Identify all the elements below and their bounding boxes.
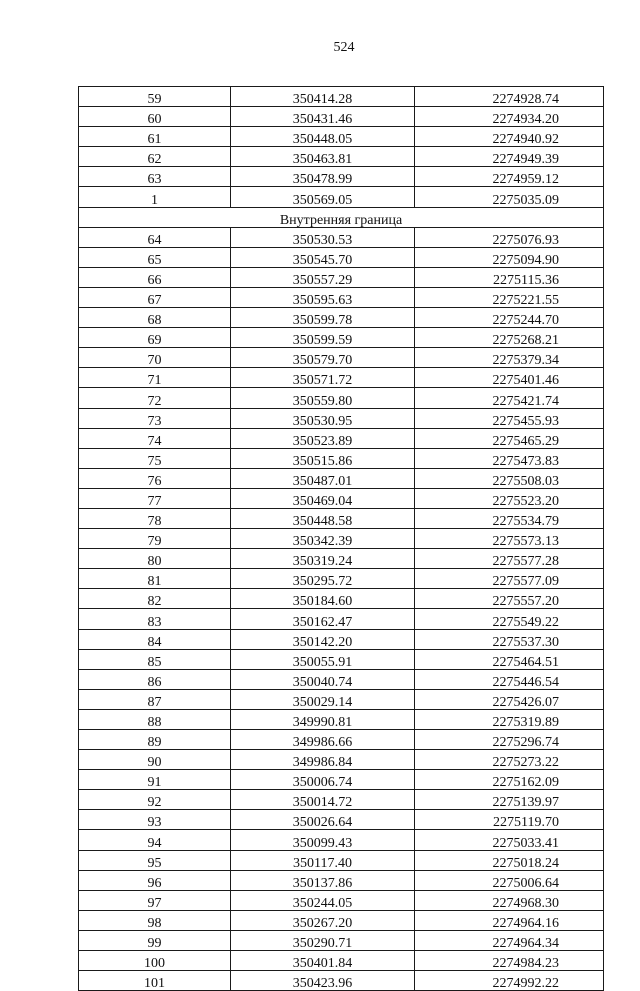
x-coordinate-cell: 349986.66 bbox=[231, 730, 415, 750]
point-number-cell: 98 bbox=[79, 910, 231, 930]
x-coordinate-cell: 350478.99 bbox=[231, 167, 415, 187]
y-coordinate-cell: 2275465.29 bbox=[415, 428, 604, 448]
point-number-cell: 93 bbox=[79, 810, 231, 830]
y-coordinate-cell: 2275421.74 bbox=[415, 388, 604, 408]
point-number-cell: 74 bbox=[79, 428, 231, 448]
point-number-cell: 92 bbox=[79, 790, 231, 810]
point-number-cell: 63 bbox=[79, 167, 231, 187]
x-coordinate-cell: 350142.20 bbox=[231, 629, 415, 649]
y-coordinate-cell: 2275221.55 bbox=[415, 287, 604, 307]
x-coordinate-cell: 349986.84 bbox=[231, 750, 415, 770]
point-number-cell: 61 bbox=[79, 127, 231, 147]
x-coordinate-cell: 350162.47 bbox=[231, 609, 415, 629]
x-coordinate-cell: 350530.95 bbox=[231, 408, 415, 428]
table-row bbox=[79, 267, 604, 287]
y-coordinate-cell: 2275557.20 bbox=[415, 589, 604, 609]
x-coordinate-cell: 350099.43 bbox=[231, 830, 415, 850]
y-coordinate-cell: 2275523.20 bbox=[415, 488, 604, 508]
point-number-cell: 84 bbox=[79, 629, 231, 649]
point-number-cell: 69 bbox=[79, 328, 231, 348]
x-coordinate-cell: 350571.72 bbox=[231, 368, 415, 388]
y-coordinate-cell: 2274964.34 bbox=[415, 930, 604, 950]
x-coordinate-cell: 350515.86 bbox=[231, 448, 415, 468]
y-coordinate-cell: 2275573.13 bbox=[415, 529, 604, 549]
x-coordinate-cell: 350569.05 bbox=[231, 187, 415, 207]
y-coordinate-cell: 2275076.93 bbox=[415, 227, 604, 247]
table-row bbox=[79, 408, 604, 428]
x-coordinate-cell: 350599.59 bbox=[231, 328, 415, 348]
table-row bbox=[79, 468, 604, 488]
point-number-cell: 100 bbox=[79, 951, 231, 971]
x-coordinate-cell: 350557.29 bbox=[231, 267, 415, 287]
table-row bbox=[79, 287, 604, 307]
y-coordinate-cell: 2274992.22 bbox=[415, 971, 604, 991]
table-row bbox=[79, 107, 604, 127]
table-row bbox=[79, 649, 604, 669]
point-number-cell: 79 bbox=[79, 529, 231, 549]
x-coordinate-cell: 350545.70 bbox=[231, 247, 415, 267]
y-coordinate-cell: 2275537.30 bbox=[415, 629, 604, 649]
table-row bbox=[79, 669, 604, 689]
section-header-body bbox=[79, 207, 604, 227]
table-row bbox=[79, 348, 604, 368]
point-number-cell: 71 bbox=[79, 368, 231, 388]
point-number-cell: 65 bbox=[79, 247, 231, 267]
y-coordinate-cell: 2274959.12 bbox=[415, 167, 604, 187]
y-coordinate-cell: 2275119.70 bbox=[415, 810, 604, 830]
point-number-cell: 99 bbox=[79, 930, 231, 950]
y-coordinate-cell: 2275018.24 bbox=[415, 850, 604, 870]
point-number-cell: 88 bbox=[79, 709, 231, 729]
y-coordinate-cell: 2275473.83 bbox=[415, 448, 604, 468]
section-title: Внутренняя граница bbox=[79, 207, 604, 227]
y-coordinate-cell: 2275426.07 bbox=[415, 689, 604, 709]
table-row bbox=[79, 549, 604, 569]
point-number-cell: 94 bbox=[79, 830, 231, 850]
table-row bbox=[79, 388, 604, 408]
point-number-cell: 95 bbox=[79, 850, 231, 870]
x-coordinate-cell: 350469.04 bbox=[231, 488, 415, 508]
x-coordinate-cell: 350579.70 bbox=[231, 348, 415, 368]
table-row bbox=[79, 830, 604, 850]
y-coordinate-cell: 2275268.21 bbox=[415, 328, 604, 348]
y-coordinate-cell: 2275455.93 bbox=[415, 408, 604, 428]
table-row bbox=[79, 689, 604, 709]
x-coordinate-cell: 350448.58 bbox=[231, 508, 415, 528]
y-coordinate-cell: 2274940.92 bbox=[415, 127, 604, 147]
x-coordinate-cell: 350295.72 bbox=[231, 569, 415, 589]
table-row bbox=[79, 569, 604, 589]
y-coordinate-cell: 2275033.41 bbox=[415, 830, 604, 850]
y-coordinate-cell: 2275549.22 bbox=[415, 609, 604, 629]
table-row bbox=[79, 750, 604, 770]
point-number-cell: 60 bbox=[79, 107, 231, 127]
y-coordinate-cell: 2274968.30 bbox=[415, 890, 604, 910]
x-coordinate-cell: 350431.46 bbox=[231, 107, 415, 127]
table-row bbox=[79, 448, 604, 468]
x-coordinate-cell: 350595.63 bbox=[231, 287, 415, 307]
y-coordinate-cell: 2275446.54 bbox=[415, 669, 604, 689]
table-row bbox=[79, 930, 604, 950]
point-number-cell: 67 bbox=[79, 287, 231, 307]
y-coordinate-cell: 2274984.23 bbox=[415, 951, 604, 971]
table-row bbox=[79, 87, 604, 107]
table-row bbox=[79, 187, 604, 207]
y-coordinate-cell: 2275296.74 bbox=[415, 730, 604, 750]
y-coordinate-cell: 2274928.74 bbox=[415, 87, 604, 107]
x-coordinate-cell: 350290.71 bbox=[231, 930, 415, 950]
table-row bbox=[79, 529, 604, 549]
y-coordinate-cell: 2275162.09 bbox=[415, 770, 604, 790]
y-coordinate-cell: 2275577.09 bbox=[415, 569, 604, 589]
y-coordinate-cell: 2275094.90 bbox=[415, 247, 604, 267]
y-coordinate-cell: 2274934.20 bbox=[415, 107, 604, 127]
x-coordinate-cell: 350029.14 bbox=[231, 689, 415, 709]
table-row bbox=[79, 629, 604, 649]
point-number-cell: 70 bbox=[79, 348, 231, 368]
x-coordinate-cell: 350006.74 bbox=[231, 770, 415, 790]
table-row bbox=[79, 870, 604, 890]
point-number-cell: 77 bbox=[79, 488, 231, 508]
table-row bbox=[79, 368, 604, 388]
table-body-outer bbox=[79, 87, 604, 208]
y-coordinate-cell: 2275115.36 bbox=[415, 267, 604, 287]
point-number-cell: 86 bbox=[79, 669, 231, 689]
x-coordinate-cell: 350414.28 bbox=[231, 87, 415, 107]
point-number-cell: 101 bbox=[79, 971, 231, 991]
x-coordinate-cell: 350026.64 bbox=[231, 810, 415, 830]
table-row bbox=[79, 730, 604, 750]
point-number-cell: 66 bbox=[79, 267, 231, 287]
table-row bbox=[79, 971, 604, 991]
point-number-cell: 90 bbox=[79, 750, 231, 770]
x-coordinate-cell: 350559.80 bbox=[231, 388, 415, 408]
table-row bbox=[79, 709, 604, 729]
table-row bbox=[79, 508, 604, 528]
x-coordinate-cell: 350423.96 bbox=[231, 971, 415, 991]
x-coordinate-cell: 350267.20 bbox=[231, 910, 415, 930]
x-coordinate-cell: 350055.91 bbox=[231, 649, 415, 669]
point-number-cell: 97 bbox=[79, 890, 231, 910]
point-number-cell: 64 bbox=[79, 227, 231, 247]
x-coordinate-cell: 350137.86 bbox=[231, 870, 415, 890]
table-row bbox=[79, 147, 604, 167]
point-number-cell: 81 bbox=[79, 569, 231, 589]
y-coordinate-cell: 2275508.03 bbox=[415, 468, 604, 488]
y-coordinate-cell: 2275464.51 bbox=[415, 649, 604, 669]
table-body-inner bbox=[79, 227, 604, 991]
y-coordinate-cell: 2275401.46 bbox=[415, 368, 604, 388]
y-coordinate-cell: 2275534.79 bbox=[415, 508, 604, 528]
table-row bbox=[79, 227, 604, 247]
table-row bbox=[79, 609, 604, 629]
point-number-cell: 83 bbox=[79, 609, 231, 629]
table-row bbox=[79, 589, 604, 609]
x-coordinate-cell: 349990.81 bbox=[231, 709, 415, 729]
page-number: 524 bbox=[333, 40, 355, 55]
table-row bbox=[79, 247, 604, 267]
section-header-row bbox=[79, 207, 604, 227]
point-number-cell: 82 bbox=[79, 589, 231, 609]
table-row bbox=[79, 328, 604, 348]
y-coordinate-cell: 2275006.64 bbox=[415, 870, 604, 890]
point-number-cell: 89 bbox=[79, 730, 231, 750]
point-number-cell: 85 bbox=[79, 649, 231, 669]
point-number-cell: 80 bbox=[79, 549, 231, 569]
y-coordinate-cell: 2275244.70 bbox=[415, 308, 604, 328]
y-coordinate-cell: 2274964.16 bbox=[415, 910, 604, 930]
table-row bbox=[79, 810, 604, 830]
table-row bbox=[79, 488, 604, 508]
y-coordinate-cell: 2275379.34 bbox=[415, 348, 604, 368]
x-coordinate-cell: 350342.39 bbox=[231, 529, 415, 549]
table-row bbox=[79, 127, 604, 147]
x-coordinate-cell: 350117.40 bbox=[231, 850, 415, 870]
x-coordinate-cell: 350184.60 bbox=[231, 589, 415, 609]
table-row bbox=[79, 890, 604, 910]
point-number-cell: 59 bbox=[79, 87, 231, 107]
y-coordinate-cell: 2275577.28 bbox=[415, 549, 604, 569]
point-number-cell: 96 bbox=[79, 870, 231, 890]
y-coordinate-cell: 2275273.22 bbox=[415, 750, 604, 770]
x-coordinate-cell: 350319.24 bbox=[231, 549, 415, 569]
point-number-cell: 75 bbox=[79, 448, 231, 468]
point-number-cell: 62 bbox=[79, 147, 231, 167]
point-number-cell: 72 bbox=[79, 388, 231, 408]
y-coordinate-cell: 2274949.39 bbox=[415, 147, 604, 167]
point-number-cell: 91 bbox=[79, 770, 231, 790]
table-row bbox=[79, 951, 604, 971]
x-coordinate-cell: 350448.05 bbox=[231, 127, 415, 147]
point-number-cell: 73 bbox=[79, 408, 231, 428]
x-coordinate-cell: 350244.05 bbox=[231, 890, 415, 910]
x-coordinate-cell: 350401.84 bbox=[231, 951, 415, 971]
table-row bbox=[79, 790, 604, 810]
point-number-cell: 76 bbox=[79, 468, 231, 488]
table-row bbox=[79, 910, 604, 930]
point-number-cell: 87 bbox=[79, 689, 231, 709]
x-coordinate-cell: 350523.89 bbox=[231, 428, 415, 448]
y-coordinate-cell: 2275319.89 bbox=[415, 709, 604, 729]
x-coordinate-cell: 350599.78 bbox=[231, 308, 415, 328]
table-row bbox=[79, 428, 604, 448]
point-number-cell: 78 bbox=[79, 508, 231, 528]
table-row bbox=[79, 770, 604, 790]
point-number-cell: 68 bbox=[79, 308, 231, 328]
x-coordinate-cell: 350487.01 bbox=[231, 468, 415, 488]
x-coordinate-cell: 350040.74 bbox=[231, 669, 415, 689]
table-row bbox=[79, 308, 604, 328]
coordinates-table bbox=[78, 86, 604, 991]
y-coordinate-cell: 2275035.09 bbox=[415, 187, 604, 207]
x-coordinate-cell: 350530.53 bbox=[231, 227, 415, 247]
x-coordinate-cell: 350463.81 bbox=[231, 147, 415, 167]
table-row bbox=[79, 850, 604, 870]
table-row bbox=[79, 167, 604, 187]
y-coordinate-cell: 2275139.97 bbox=[415, 790, 604, 810]
x-coordinate-cell: 350014.72 bbox=[231, 790, 415, 810]
point-number-cell: 1 bbox=[79, 187, 231, 207]
